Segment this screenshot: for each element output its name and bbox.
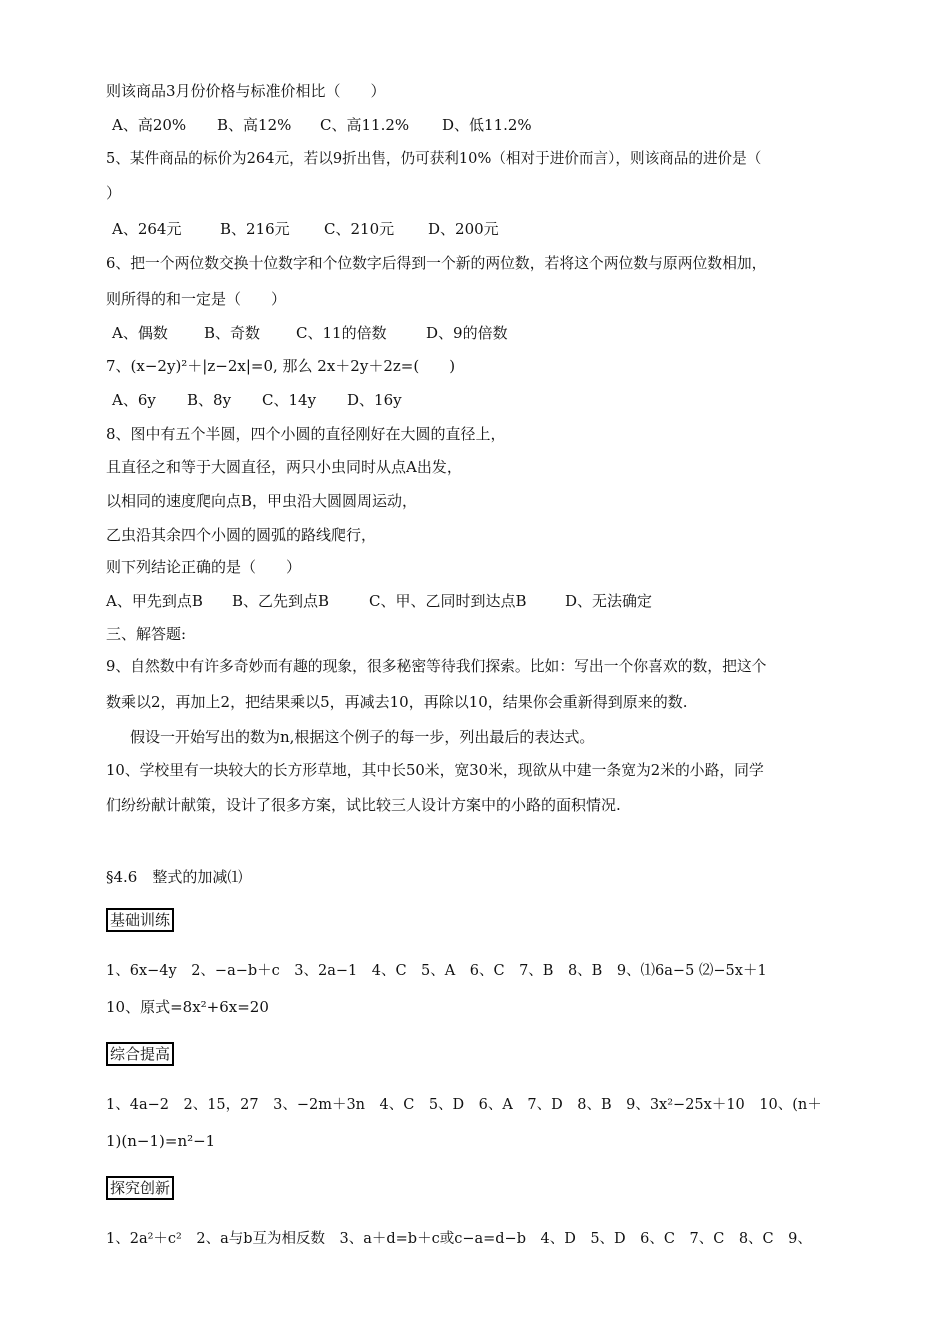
question-10-stem-1: 10、学校里有一块较大的长方形草地，其中长50米，宽30米，现欲从中建一条宽为2米的小路，同学 (106, 762, 764, 779)
option-a: A、264元 (112, 220, 182, 238)
answers-comprehensive-line-1: 1、4a−2 2、15，27 3、−2m＋3n 4、C 5、D 6、A 7、D 8、B 9、3x²−25x＋10 10、(n＋ (106, 1097, 822, 1113)
section-box-explore (106, 1176, 174, 1200)
section-box-basic-training (106, 908, 174, 932)
option-d: D、低11.2% (442, 116, 532, 134)
question-9-stem-3: 假设一开始写出的数为n,根据这个例子的每一步，列出最后的表达式。 (130, 728, 595, 746)
option-c: C、14y (262, 391, 317, 409)
question-9-stem-1: 9、自然数中有许多奇妙而有趣的现象，很多秘密等待我们探索。比如：写出一个你喜欢的数，把这个 (106, 658, 767, 675)
question-6-stem: 6、把一个两位数交换十位数字和个位数字后得到一个新的两位数，若将这个两位数与原两位数相加， (106, 255, 767, 272)
question-8-stem-3: 以相同的速度爬向点B，甲虫沿大圆圆周运动， (106, 492, 418, 510)
answers-explore-line-1: 1、2a²＋c² 2、a与b互为相反数 3、a＋d=b＋c或c−a=d−b 4、D 5、D 6、C 7、C 8、C 9、 (106, 1231, 812, 1247)
question-5-stem-cont: ） (106, 184, 122, 202)
option-b: B、高12% (217, 116, 292, 134)
question-9-stem-2: 数乘以2，再加上2，把结果乘以5，再减去10，再除以10，结果你会重新得到原来的数. (106, 693, 688, 711)
question-5-stem: 5、某件商品的标价为264元，若以9折出售，仍可获利10%（相对于进价而言），则该商品的进价是（ (106, 150, 762, 167)
option-b: B、乙先到点B (232, 592, 330, 610)
option-a: A、甲先到点B (106, 592, 203, 610)
option-b: B、216元 (220, 220, 290, 238)
question-8-stem-4: 乙虫沿其余四个小圆的圆弧的路线爬行， (106, 526, 377, 544)
question-10-stem-2: 们纷纷献计献策，设计了很多方案，试比较三人设计方案中的小路的面积情况. (106, 796, 621, 814)
option-d: D、200元 (428, 220, 499, 238)
section-box-comprehensive (106, 1042, 174, 1066)
question-6-stem-cont: 则所得的和一定是（ ） (106, 290, 287, 308)
question-8-stem-5: 则下列结论正确的是（ ） (106, 558, 302, 576)
question-6-options (112, 322, 508, 344)
question-8-stem-1: 8、图中有五个半圆，四个小圆的直径刚好在大圆的直径上， (106, 425, 506, 443)
question-5-options (112, 218, 499, 240)
question-7-options (112, 389, 402, 411)
question-7-stem: 7、(x−2y)²＋|z−2x|=0, 那么 2x＋2y＋2z=( ) (106, 357, 456, 375)
section-3-heading: 三、解答题: (106, 625, 187, 643)
option-a: A、6y (112, 391, 156, 409)
question-4-options (112, 114, 532, 136)
answers-comprehensive-line-2: 1)(n−1)=n²−1 (106, 1132, 216, 1150)
answers-heading: §4.6 整式的加减⑴ (106, 868, 243, 886)
option-c: C、高11.2% (320, 116, 410, 134)
option-d: D、16y (347, 391, 402, 409)
answers-basic-line-1: 1、6x−4y 2、−a−b＋c 3、2a−1 4、C 5、A 6、C 7、B 8、B 9、⑴6a−5 ⑵−5x＋1 (106, 963, 767, 979)
option-c: C、210元 (324, 220, 395, 238)
section-box-label: 探究创新 (110, 1179, 171, 1197)
option-d: D、无法确定 (565, 592, 653, 610)
option-b: B、奇数 (204, 324, 261, 342)
option-d: D、9的倍数 (426, 324, 508, 342)
option-a: A、偶数 (112, 324, 168, 342)
question-8-options (106, 590, 652, 612)
option-a: A、高20% (112, 116, 187, 134)
section-box-label: 基础训练 (110, 911, 171, 929)
option-b: B、8y (187, 391, 232, 409)
section-box-label: 综合提高 (110, 1045, 171, 1063)
option-c: C、甲、乙同时到达点B (369, 592, 527, 610)
option-c: C、11的倍数 (296, 324, 387, 342)
question-4-stem-line: 则该商品3月份价格与标准价相比（ ） (106, 82, 386, 100)
question-8-stem-2: 且直径之和等于大圆直径，两只小虫同时从点A出发， (106, 458, 462, 476)
answers-basic-line-2: 10、原式=8x²+6x=20 (106, 998, 269, 1016)
